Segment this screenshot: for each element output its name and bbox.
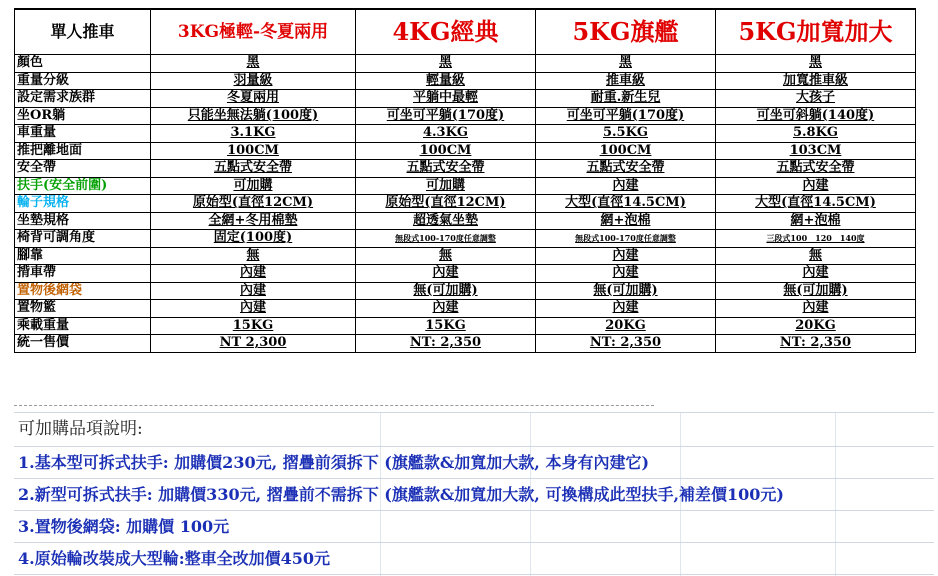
table-row bbox=[15, 142, 916, 160]
table-cell: 原始型(直徑12CM) bbox=[356, 195, 536, 213]
table-cell: 103CM bbox=[716, 142, 916, 160]
row-label: 扶手(安全前圍) bbox=[15, 177, 151, 195]
table-cell: 可坐可斜躺(140度) bbox=[716, 107, 916, 125]
table-cell: 15KG bbox=[151, 317, 356, 335]
row-label: 揹車帶 bbox=[15, 265, 151, 283]
table-cell: 黑 bbox=[536, 55, 716, 73]
table-row bbox=[15, 177, 916, 195]
table-cell: 無(可加購) bbox=[356, 282, 536, 300]
dashed-divider bbox=[14, 405, 654, 406]
table-cell: NT: 2,350 bbox=[356, 335, 536, 353]
model-3kg: 3KG極輕-冬夏兩用 bbox=[151, 9, 356, 55]
table-row bbox=[15, 317, 916, 335]
row-label: 乘載重量 bbox=[15, 317, 151, 335]
table-row bbox=[15, 107, 916, 125]
table-cell: 耐重.新生兒 bbox=[536, 90, 716, 108]
table-cell: 大型(直徑14.5CM) bbox=[536, 195, 716, 213]
model-5kg-wide: 5KG加寬加大 bbox=[716, 9, 916, 55]
row-label: 輪子規格 bbox=[15, 195, 151, 213]
grid-line bbox=[14, 574, 934, 575]
table-cell: 內建 bbox=[716, 177, 916, 195]
table-row bbox=[15, 72, 916, 90]
table-cell: 內建 bbox=[356, 265, 536, 283]
model-5kg-flagship: 5KG旗艦 bbox=[536, 9, 716, 55]
table-cell: 冬夏兩用 bbox=[151, 90, 356, 108]
table-cell: 5.8KG bbox=[716, 125, 916, 143]
table-cell: 平躺中最輕 bbox=[356, 90, 536, 108]
table-cell: 推車級 bbox=[536, 72, 716, 90]
table-cell: 內建 bbox=[151, 300, 356, 318]
row-label: 車重量 bbox=[15, 125, 151, 143]
table-cell: 內建 bbox=[536, 247, 716, 265]
table-cell: 全網+冬用棉墊 bbox=[151, 212, 356, 230]
row-label: 顏色 bbox=[15, 55, 151, 73]
table-cell: 可加購 bbox=[151, 177, 356, 195]
notes-title: 可加購品項說明: bbox=[18, 419, 143, 439]
comparison-table bbox=[14, 8, 916, 353]
table-cell: 五點式安全帶 bbox=[151, 160, 356, 178]
table-cell: 無 bbox=[716, 247, 916, 265]
table-cell: 內建 bbox=[716, 265, 916, 283]
row-label: 安全帶 bbox=[15, 160, 151, 178]
grid-line bbox=[14, 446, 934, 447]
table-cell: 黑 bbox=[716, 55, 916, 73]
row-label: 置物籃 bbox=[15, 300, 151, 318]
table-cell: 無(可加購) bbox=[716, 282, 916, 300]
table-row bbox=[15, 195, 916, 213]
table-row bbox=[15, 300, 916, 318]
table-row bbox=[15, 90, 916, 108]
table-cell: 只能坐無法躺(100度) bbox=[151, 107, 356, 125]
table-cell: 固定(100度) bbox=[151, 230, 356, 248]
table-row bbox=[15, 125, 916, 143]
table-row bbox=[15, 160, 916, 178]
table-cell: NT 2,300 bbox=[151, 335, 356, 353]
header-row bbox=[15, 9, 916, 55]
table-cell: 內建 bbox=[536, 300, 716, 318]
table-cell: 100CM bbox=[151, 142, 356, 160]
table-cell: 超透氣坐墊 bbox=[356, 212, 536, 230]
note-item: 4.原始輪改裝成大型輪:整車全改加價450元 bbox=[18, 549, 331, 568]
table-cell: 加寬推車級 bbox=[716, 72, 916, 90]
header-label: 單人推車 bbox=[15, 9, 151, 55]
row-label: 統一售價 bbox=[15, 335, 151, 353]
table-cell: 100CM bbox=[536, 142, 716, 160]
row-label: 腳靠 bbox=[15, 247, 151, 265]
table-cell: 大孩子 bbox=[716, 90, 916, 108]
table-cell: 網+泡棉 bbox=[716, 212, 916, 230]
row-label: 設定需求族群 bbox=[15, 90, 151, 108]
table-cell: 黑 bbox=[356, 55, 536, 73]
table-row bbox=[15, 230, 916, 248]
table-cell: 內建 bbox=[151, 282, 356, 300]
table-cell: 內建 bbox=[151, 265, 356, 283]
model-4kg: 4KG經典 bbox=[356, 9, 536, 55]
table-row bbox=[15, 212, 916, 230]
table-cell: 內建 bbox=[536, 177, 716, 195]
table-row bbox=[15, 247, 916, 265]
row-label: 坐OR躺 bbox=[15, 107, 151, 125]
table-cell: 無(可加購) bbox=[536, 282, 716, 300]
table-cell: 15KG bbox=[356, 317, 536, 335]
grid-line bbox=[835, 412, 836, 576]
note-item: 1.基本型可拆式扶手: 加購價230元, 摺疊前須拆下 (旗艦款&加寬加大款, 本身有內建它) bbox=[18, 453, 650, 472]
table-cell: 3.1KG bbox=[151, 125, 356, 143]
note-item: 3.置物後網袋: 加購價 100元 bbox=[18, 517, 230, 536]
table-cell: 可加購 bbox=[356, 177, 536, 195]
grid-line bbox=[14, 510, 934, 511]
table-cell: NT: 2,350 bbox=[536, 335, 716, 353]
table-cell: 輕量級 bbox=[356, 72, 536, 90]
row-label: 椅背可調角度 bbox=[15, 230, 151, 248]
table-cell: 無 bbox=[151, 247, 356, 265]
table-row bbox=[15, 265, 916, 283]
table-cell: 無段式100-170度任意調整 bbox=[536, 230, 716, 248]
table-cell: 100CM bbox=[356, 142, 536, 160]
table-cell: 內建 bbox=[716, 300, 916, 318]
table-cell: 五點式安全帶 bbox=[716, 160, 916, 178]
table-cell: 20KG bbox=[536, 317, 716, 335]
row-label: 推把離地面 bbox=[15, 142, 151, 160]
table-cell: 五點式安全帶 bbox=[356, 160, 536, 178]
table-cell: 三段式100 120 140度 bbox=[716, 230, 916, 248]
table-cell: 20KG bbox=[716, 317, 916, 335]
table-cell: 無 bbox=[356, 247, 536, 265]
row-label: 重量分級 bbox=[15, 72, 151, 90]
table-cell: 五點式安全帶 bbox=[536, 160, 716, 178]
table-cell: 無段式100-170度任意調整 bbox=[356, 230, 536, 248]
table-cell: NT: 2,350 bbox=[716, 335, 916, 353]
table-row bbox=[15, 282, 916, 300]
table-cell: 可坐可平躺(170度) bbox=[356, 107, 536, 125]
table-cell: 內建 bbox=[356, 300, 536, 318]
table-cell: 羽量級 bbox=[151, 72, 356, 90]
table-cell: 網+泡棉 bbox=[536, 212, 716, 230]
grid-line bbox=[14, 478, 934, 479]
grid-line bbox=[14, 542, 934, 543]
table-row bbox=[15, 335, 916, 353]
row-label: 置物後網袋 bbox=[15, 282, 151, 300]
note-item: 2.新型可拆式扶手: 加購價330元, 摺疊前不需拆下 (旗艦款&加寬加大款, 可換構成此型扶手,補差價100元) bbox=[18, 485, 784, 504]
table-cell: 內建 bbox=[536, 265, 716, 283]
table-cell: 可坐可平躺(170度) bbox=[536, 107, 716, 125]
row-label: 坐墊規格 bbox=[15, 212, 151, 230]
grid-line bbox=[14, 412, 934, 413]
table-cell: 黑 bbox=[151, 55, 356, 73]
table-row bbox=[15, 55, 916, 73]
table-cell: 5.5KG bbox=[536, 125, 716, 143]
table-cell: 大型(直徑14.5CM) bbox=[716, 195, 916, 213]
table-cell: 原始型(直徑12CM) bbox=[151, 195, 356, 213]
table-cell: 4.3KG bbox=[356, 125, 536, 143]
